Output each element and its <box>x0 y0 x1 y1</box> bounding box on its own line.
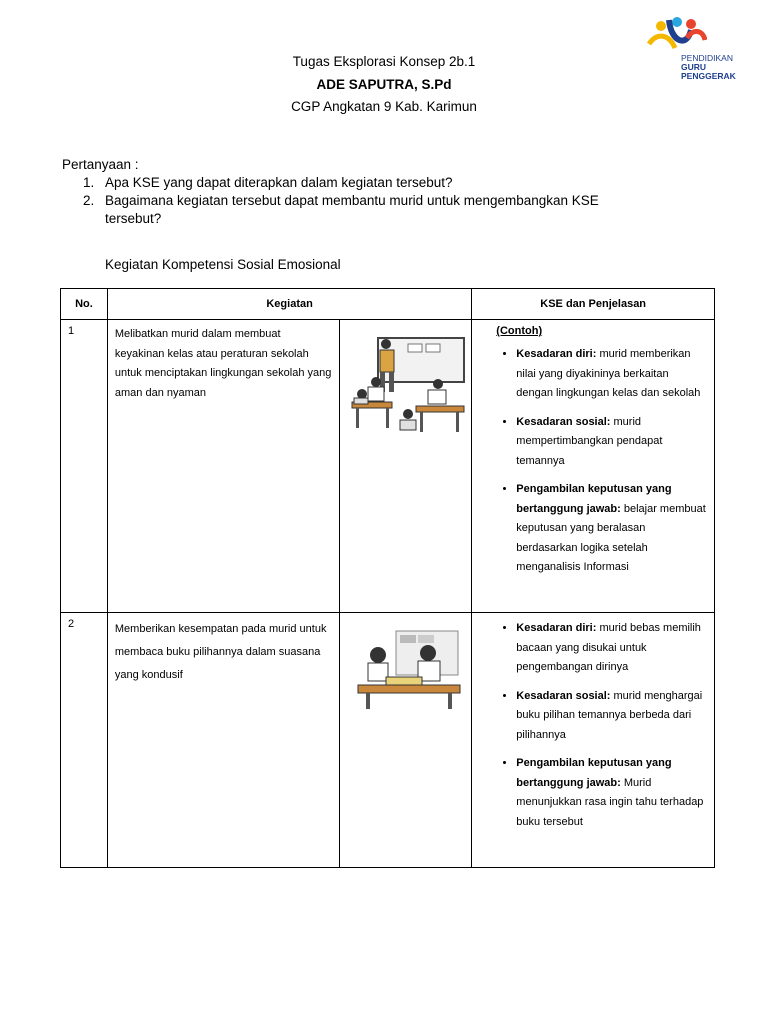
kse-desc: murid mempertimbangkan pendapat temannya <box>516 415 663 467</box>
kse-desc: belajar membuat keputusan yang beralasan berdasarkan logika setelah menganalisis Informasi <box>516 502 706 573</box>
row-activity: Melibatkan murid dalam membuat keyakinan kelas atau peraturan sekolah untuk menciptakan lingkungan sekolah yang aman dan nyaman <box>107 320 339 613</box>
kse-table <box>60 288 715 868</box>
kse-term: Kesadaran diri: <box>516 622 597 634</box>
kse-list <box>480 619 706 832</box>
guru-penggerak-logo <box>645 14 745 84</box>
logo-text-line3: PENGGERAK <box>681 71 736 81</box>
row-activity: Memberikan kesempatan pada murid untuk membaca buku pilihannya dalam suasana yang kondusif <box>107 613 339 868</box>
list-item <box>516 687 706 746</box>
classroom-discussion-image <box>348 334 466 444</box>
kse-list <box>480 345 706 578</box>
logo-text-line2: GURU <box>681 62 707 72</box>
question-2-num: 2. <box>83 193 95 208</box>
doc-header-title: Tugas Eksplorasi Konsep 2b.1 <box>292 54 476 69</box>
question-2-text-cont: tersebut? <box>105 211 162 226</box>
row-number: 2 <box>61 613 108 868</box>
example-label: (Contoh) <box>496 325 543 337</box>
kse-term: Pengambilan keputusan yang bertanggung jawab: <box>516 483 672 515</box>
question-2-text: Bagaimana kegiatan tersebut dapat membantu murid untuk mengembangkan KSE <box>105 193 599 208</box>
classroom-illustration <box>340 320 472 613</box>
kse-term: Kesadaran diri: <box>516 348 597 360</box>
header-kse: KSE dan Penjelasan <box>472 289 715 320</box>
kse-desc: Murid menunjukkan rasa ingin tahu terhadap buku tersebut <box>516 776 704 828</box>
kse-term: Kesadaran sosial: <box>516 415 611 428</box>
doc-header-cohort: CGP Angkatan 9 Kab. Karimun <box>291 99 477 114</box>
section-title: Kegiatan Kompetensi Sosial Emosional <box>105 257 341 272</box>
question-1-text: Apa KSE yang dapat diterapkan dalam kegiatan tersebut? <box>105 175 453 190</box>
list-item <box>516 754 706 832</box>
logo-figure-icon <box>647 14 707 56</box>
header-no: No. <box>61 289 108 320</box>
list-item <box>516 413 706 472</box>
header-kegiatan: Kegiatan <box>107 289 471 320</box>
students-reading-image <box>356 627 462 711</box>
reading-illustration <box>340 613 472 868</box>
kse-desc: murid memberikan nilai yang diyakininya berkaitan dengan lingkungan kelas dan sekolah <box>516 348 701 399</box>
kse-desc: murid bebas memilih bacaan yang disukai untuk pengembangan dirinya <box>516 622 701 673</box>
doc-header-author: ADE SAPUTRA, S.Pd <box>316 77 452 92</box>
question-1-num: 1. <box>83 175 95 190</box>
kse-desc: murid menghargai buku pilihan temannya berbeda dari pilihannya <box>516 689 703 741</box>
row-kse <box>472 320 715 613</box>
table-row <box>61 320 715 613</box>
kse-term: Pengambilan keputusan yang bertanggung jawab: <box>516 757 672 789</box>
list-item <box>516 619 706 678</box>
table-row <box>61 613 715 868</box>
row-number: 1 <box>61 320 108 613</box>
list-item <box>516 480 706 578</box>
list-item <box>516 345 706 404</box>
kse-term: Kesadaran sosial: <box>516 689 611 702</box>
questions-label: Pertanyaan : <box>62 157 139 172</box>
table-header-row <box>61 289 715 320</box>
row-kse <box>472 613 715 868</box>
logo-text-line1: PENDIDIKAN <box>681 53 733 63</box>
